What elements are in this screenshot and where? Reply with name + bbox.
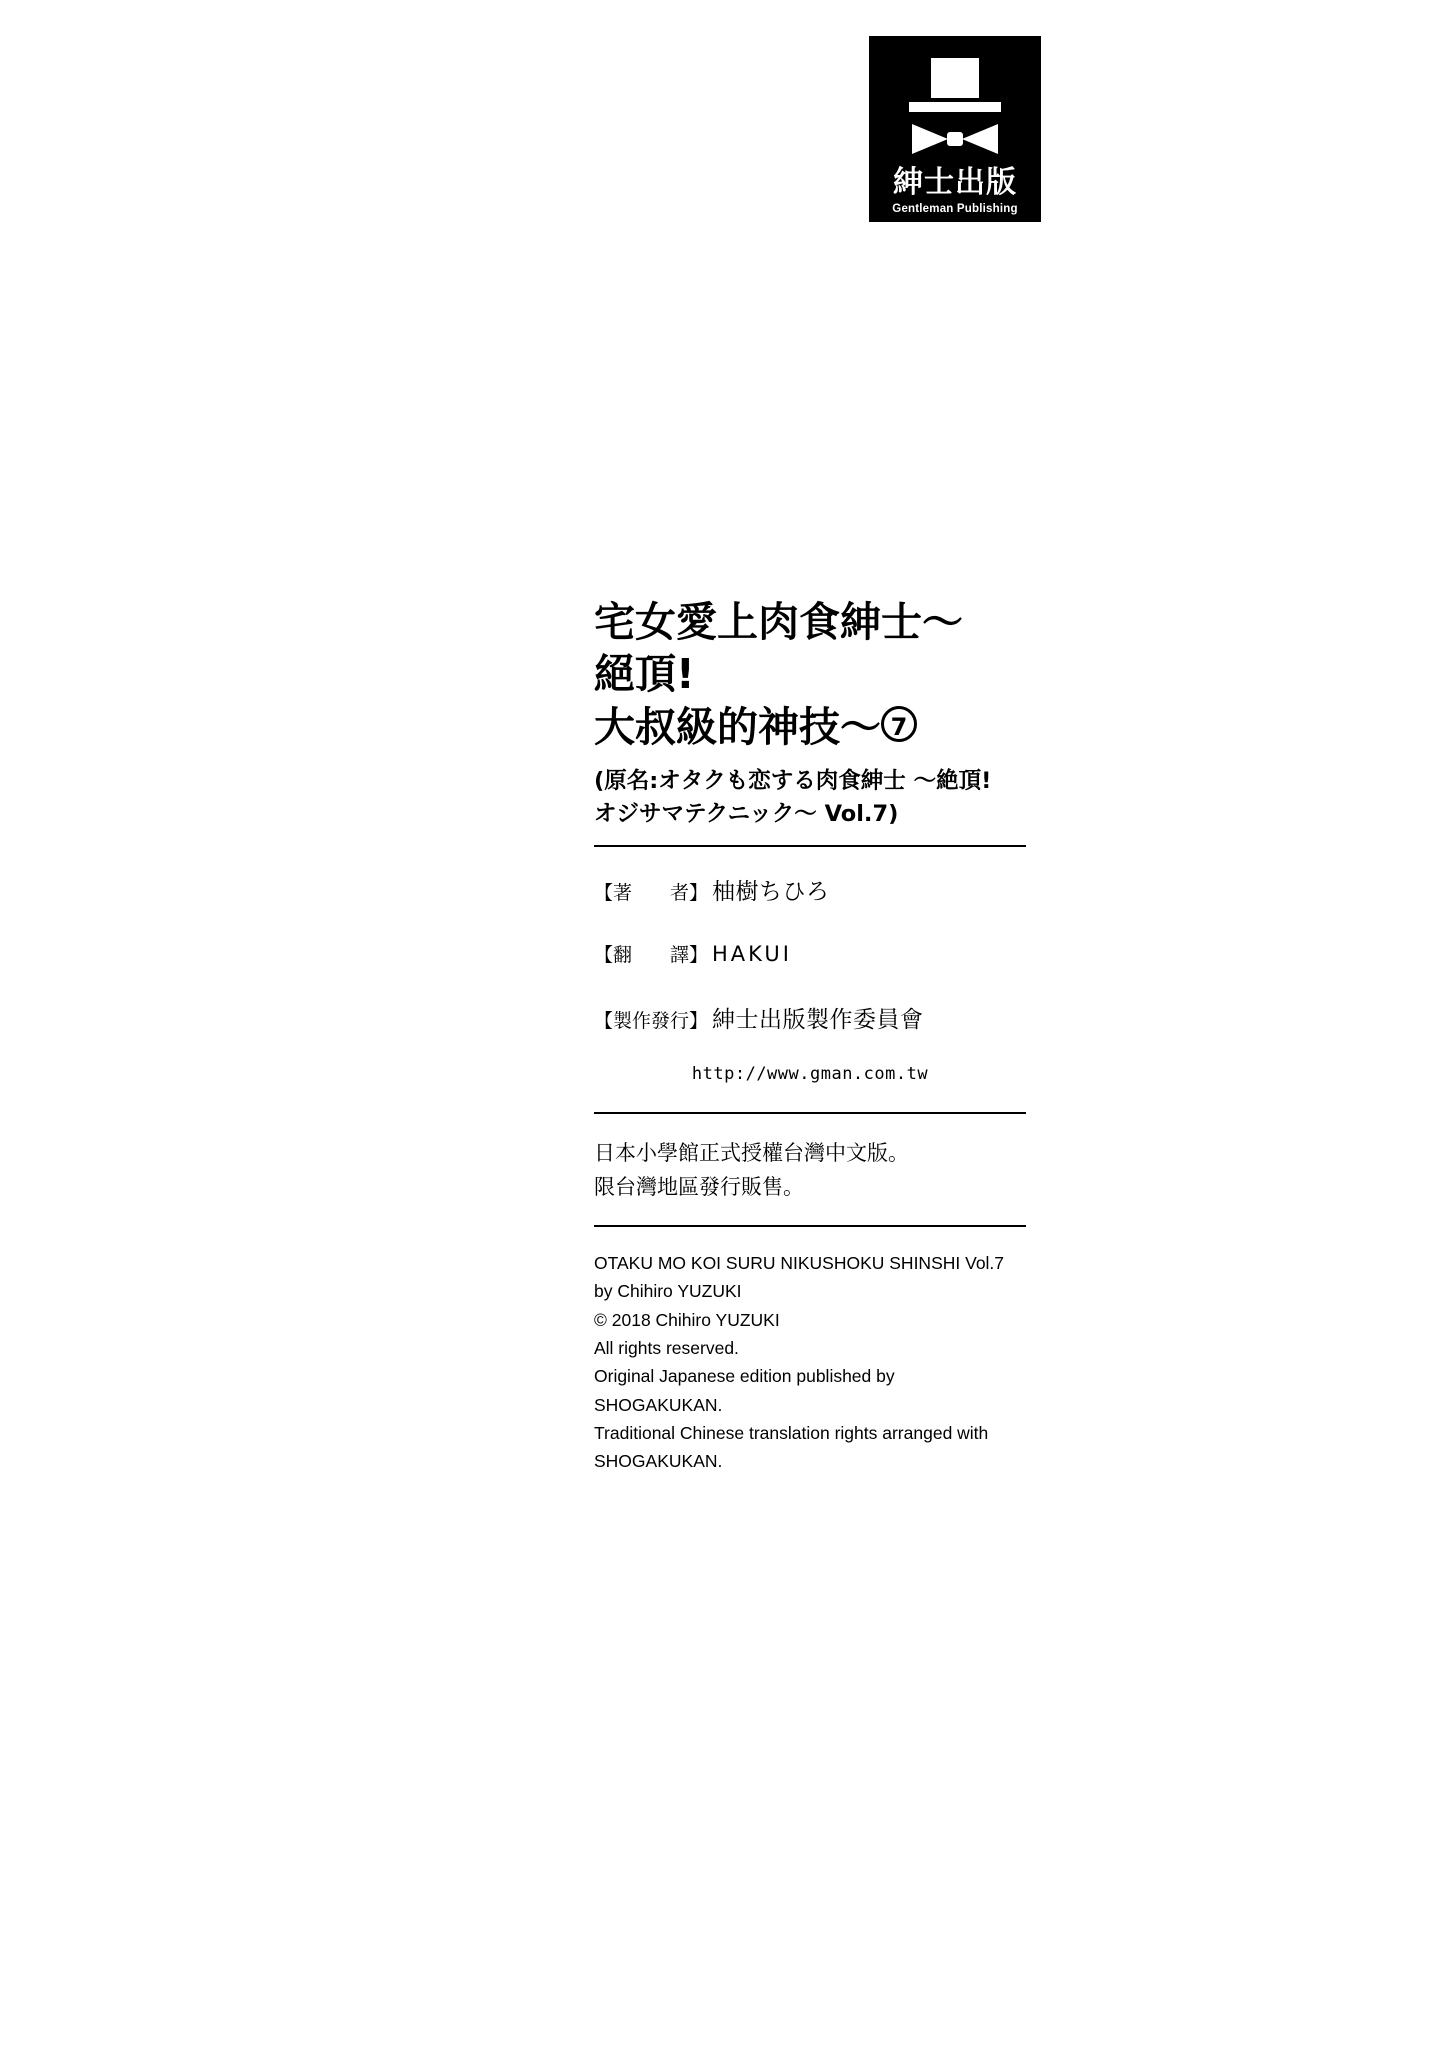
credit-row-publisher: [594, 1001, 1026, 1034]
credit-value: 紳士出版製作委員會: [712, 1006, 924, 1033]
title-line-2: 絕頂!: [594, 650, 695, 699]
colophon-block: [594, 596, 1026, 1476]
original-title-line-2: オジサマテクニック～ Vol.7): [594, 801, 899, 828]
publisher-website-link[interactable]: http://www.gman.com.tw: [691, 1063, 929, 1084]
copyright-line-4: All rights reserved.: [594, 1337, 739, 1358]
divider-middle: [594, 1112, 1026, 1114]
copyright-line-5: Original Japanese edition published by: [594, 1366, 895, 1387]
volume-number: 7: [881, 706, 917, 742]
credit-label: 【翻 譯】: [594, 943, 709, 966]
copyright-line-8: SHOGAKUKAN.: [594, 1451, 723, 1472]
credit-row-translator: [594, 940, 1026, 967]
original-title: [594, 765, 1026, 830]
copyright-line-2: by Chihiro YUZUKI: [594, 1281, 742, 1302]
divider-top: [594, 845, 1026, 847]
publisher-logo: [869, 36, 1041, 222]
copyright-line-3: © 2018 Chihiro YUZUKI: [594, 1309, 780, 1330]
credit-value: 柚樹ちひろ: [712, 878, 830, 905]
original-title-line-1: (原名:オタクも恋する肉食紳士 ～絶頂!: [594, 768, 992, 795]
license-line-1: 日本小學館正式授權台灣中文版。: [594, 1140, 909, 1165]
credit-row-author: [594, 873, 1026, 906]
bow-tie-icon: [912, 124, 998, 154]
publisher-name-en: Gentleman Publishing: [892, 203, 1018, 215]
divider-bottom: [594, 1225, 1026, 1227]
license-line-2: 限台灣地區發行販售。: [594, 1175, 804, 1200]
page-title: [594, 596, 1026, 753]
copyright-notice: [594, 1249, 1026, 1476]
publisher-name-cn: 紳士出版: [893, 166, 1017, 199]
copyright-line-6: SHOGAKUKAN.: [594, 1394, 723, 1415]
top-hat-icon: [909, 58, 1001, 112]
credit-label: 【著 者】: [594, 881, 709, 904]
credit-value: HAKUI: [712, 941, 792, 966]
license-notice: [594, 1136, 1026, 1205]
credit-label: 【製作發行】: [594, 1009, 709, 1032]
credits-list: [594, 873, 1026, 1034]
title-line-1: 宅女愛上肉食紳士～: [594, 598, 963, 646]
title-line-3: 大叔級的神技～: [594, 702, 881, 751]
copyright-line-1: OTAKU MO KOI SURU NIKUSHOKU SHINSHI Vol.7: [594, 1252, 1005, 1273]
copyright-line-7: Traditional Chinese translation rights arranged with: [594, 1423, 989, 1443]
